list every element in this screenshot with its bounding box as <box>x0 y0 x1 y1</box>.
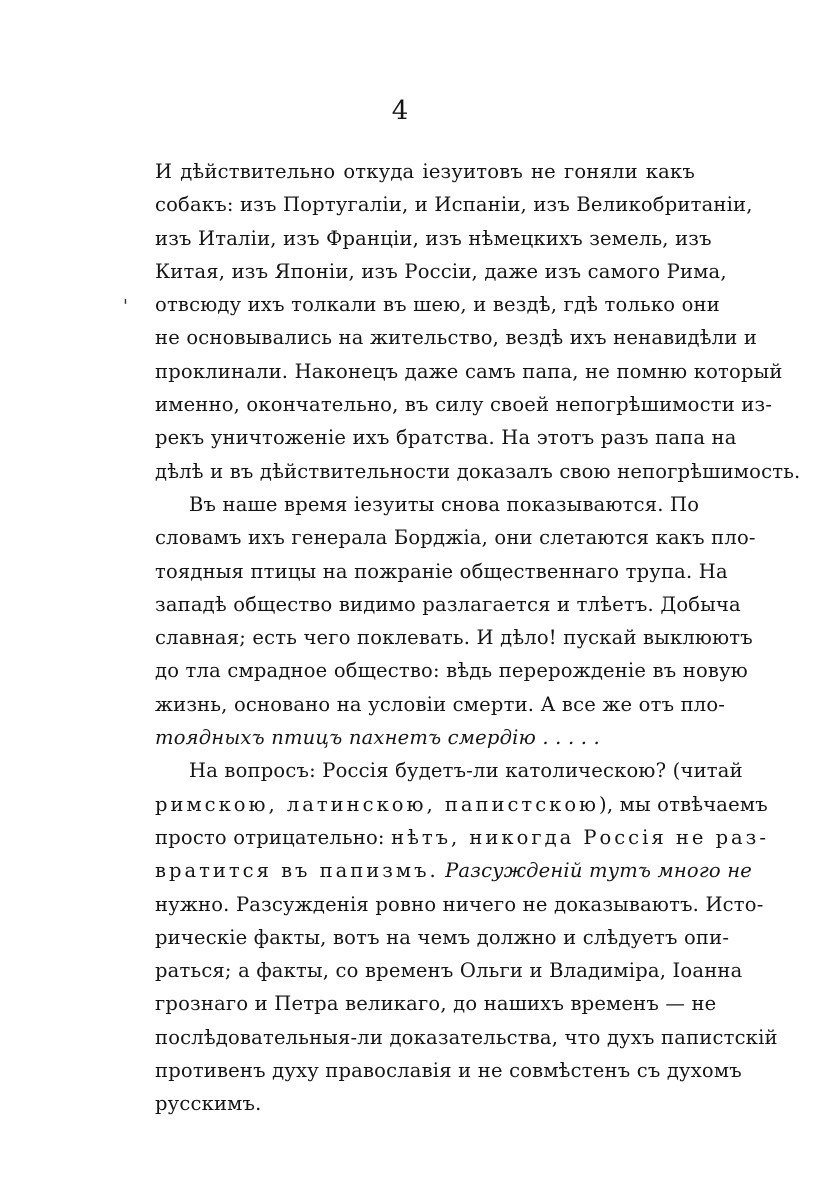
text-line: западѣ общество видимо разлагается и тлѣетъ. Добыча <box>155 592 741 616</box>
text-line: рическіе факты, вотъ на чемъ должно и слѣдуетъ опи- <box>155 925 730 949</box>
text-line: Китая, изъ Японіи, изъ Россіи, даже изъ самого Рима, <box>155 259 727 283</box>
text-line: отвсюду ихъ толкали въ шею, и вездѣ, гдѣ только они <box>155 293 720 317</box>
text-line <box>155 854 753 887</box>
text-line: русскимъ. <box>155 1092 262 1116</box>
text-line: до тла смрадное общество: вѣдь перерожденіе въ новую <box>155 659 748 683</box>
text-line: славная; есть чего поклевать. И дѣло! пускай выклюютъ <box>155 626 753 650</box>
text-line: жизнь, основано на условіи смерти. А все же отъ пло- <box>155 692 726 716</box>
text-line: не основывались на жительство, вездѣ ихъ ненавидѣли и <box>155 326 758 350</box>
text-segment: ), мы отвѣчаемъ <box>599 792 768 816</box>
text-line: раться; а факты, со временъ Ольги и Владиміра, Іоанна <box>155 959 743 983</box>
spaced-text: вратится въ папизмъ. <box>155 859 439 883</box>
text-line: проклинали. Наконецъ даже самъ папа, не помню который <box>155 359 783 383</box>
italic-text: Разсужденій тутъ много не <box>438 859 753 883</box>
text-line: На вопросъ: Россія будетъ-ли католическою? (читай <box>189 759 743 783</box>
text-line <box>155 788 768 821</box>
text-line: тоядныя птицы на пожраніе общественнаго трупа. На <box>155 559 728 583</box>
text-line: словамъ ихъ генерала Борджіа, они слетаются какъ пло- <box>155 526 756 550</box>
text-line: грознаго и Петра великаго, до нашихъ временъ — не <box>155 992 717 1016</box>
text-line <box>155 821 769 854</box>
page-number: 4 <box>391 96 409 126</box>
text-line: противенъ духу православія и не совмѣстенъ съ духомъ <box>155 1059 742 1083</box>
text-line: собакъ: изъ Португаліи, и Испаніи, изъ Великобританіи, <box>155 193 753 217</box>
stray-mark: ' <box>123 296 128 317</box>
text-line: И дѣйствительно откуда іезуитовъ не гоняли какъ <box>155 160 695 183</box>
text-line: нужно. Разсужденія ровно ничего не доказываютъ. Исто- <box>155 892 764 916</box>
text-line: послѣдовательныя-ли доказательства, что духъ папистскій <box>155 1025 778 1049</box>
spaced-text: нѣтъ, никогда Россія не раз- <box>391 825 769 849</box>
text-segment: просто отрицательно: <box>155 825 392 849</box>
text-line: изъ Италіи, изъ Франціи, изъ нѣмецкихъ земель, изъ <box>155 226 712 250</box>
text-line: дѣлѣ и въ дѣйствительности доказалъ свою непогрѣшимость. <box>155 459 801 483</box>
text-line: рекъ уничтоженіе ихъ братства. На этотъ разъ папа на <box>155 426 737 450</box>
text-line: тоядныхъ птицъ пахнетъ смердію . . . . . <box>155 726 600 750</box>
text-line: именно, окончательно, въ силу своей непогрѣшимости из- <box>155 393 773 417</box>
text-line: Въ наше время іезуиты снова показываются. По <box>189 492 700 516</box>
spaced-text: римскою, латинскою, папистскою <box>155 792 600 816</box>
body-text <box>155 155 801 1121</box>
